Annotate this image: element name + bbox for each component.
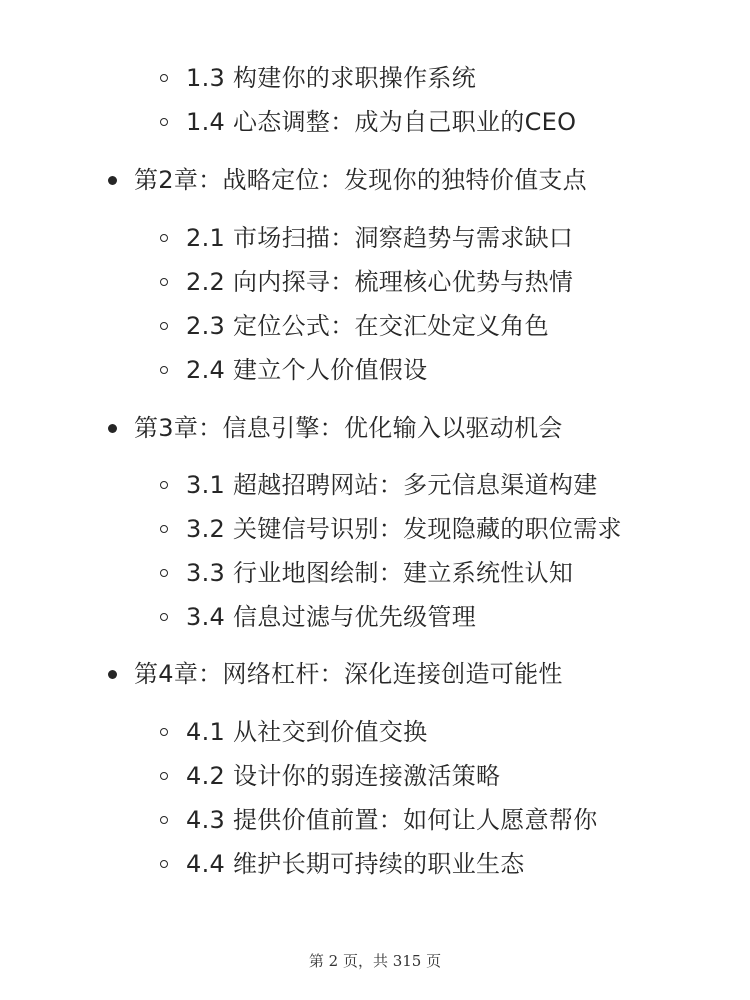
circle-bullet-icon [160, 613, 168, 621]
circle-bullet-icon [160, 118, 168, 126]
section-title: 4.2 设计你的弱连接激活策略 [186, 762, 501, 790]
circle-bullet-icon [160, 74, 168, 82]
chapter-title: 第4章：网络杠杆：深化连接创造可能性 [134, 660, 563, 688]
section-title: 4.1 从社交到价值交换 [186, 718, 428, 746]
outline-section-item [160, 262, 573, 302]
outline-chapter-item [108, 160, 587, 200]
circle-bullet-icon [160, 278, 168, 286]
outline-chapter-item [108, 654, 563, 694]
section-title: 3.1 超越招聘网站：多元信息渠道构建 [186, 471, 598, 499]
outline-section-item [160, 306, 549, 346]
outline-section-item [160, 350, 427, 390]
circle-bullet-icon [160, 816, 168, 824]
circle-bullet-icon [160, 728, 168, 736]
outline-section-item [160, 712, 427, 752]
section-title: 1.4 心态调整：成为自己职业的CEO [186, 108, 577, 136]
circle-bullet-icon [160, 860, 168, 868]
circle-bullet-icon [160, 772, 168, 780]
circle-bullet-icon [160, 569, 168, 577]
disc-bullet-icon [108, 670, 117, 679]
circle-bullet-icon [160, 366, 168, 374]
disc-bullet-icon [108, 424, 117, 433]
outline-section-item [160, 597, 476, 637]
section-title: 2.1 市场扫描：洞察趋势与需求缺口 [186, 224, 574, 252]
section-title: 3.3 行业地图绘制：建立系统性认知 [186, 559, 574, 587]
page-number-footer: 第 2 页，共 315 页 [308, 952, 442, 970]
section-title: 2.4 建立个人价值假设 [186, 356, 428, 384]
section-title: 3.4 信息过滤与优先级管理 [186, 603, 476, 631]
section-title: 4.3 提供价值前置：如何让人愿意帮你 [186, 806, 598, 834]
circle-bullet-icon [160, 322, 168, 330]
chapter-title: 第2章：战略定位：发现你的独特价值支点 [134, 166, 587, 194]
outline-section-item [160, 58, 476, 98]
outline-section-item [160, 800, 598, 840]
section-title: 2.3 定位公式：在交汇处定义角色 [186, 312, 549, 340]
outline-section-item [160, 553, 573, 593]
outline-section-item [160, 465, 598, 505]
section-title: 3.2 关键信号识别：发现隐藏的职位需求 [186, 515, 622, 543]
section-title: 2.2 向内探寻：梳理核心优势与热情 [186, 268, 574, 296]
circle-bullet-icon [160, 481, 168, 489]
section-title: 4.4 维护长期可持续的职业生态 [186, 850, 525, 878]
outline-section-item [160, 102, 576, 142]
circle-bullet-icon [160, 525, 168, 533]
outline-section-item [160, 509, 622, 549]
outline-chapter-item [108, 408, 563, 448]
section-title: 1.3 构建你的求职操作系统 [186, 64, 476, 92]
disc-bullet-icon [108, 176, 117, 185]
outline-section-item [160, 218, 573, 258]
outline-section-item [160, 844, 525, 884]
chapter-title: 第3章：信息引擎：优化输入以驱动机会 [134, 414, 563, 442]
circle-bullet-icon [160, 234, 168, 242]
outline-section-item [160, 756, 500, 796]
